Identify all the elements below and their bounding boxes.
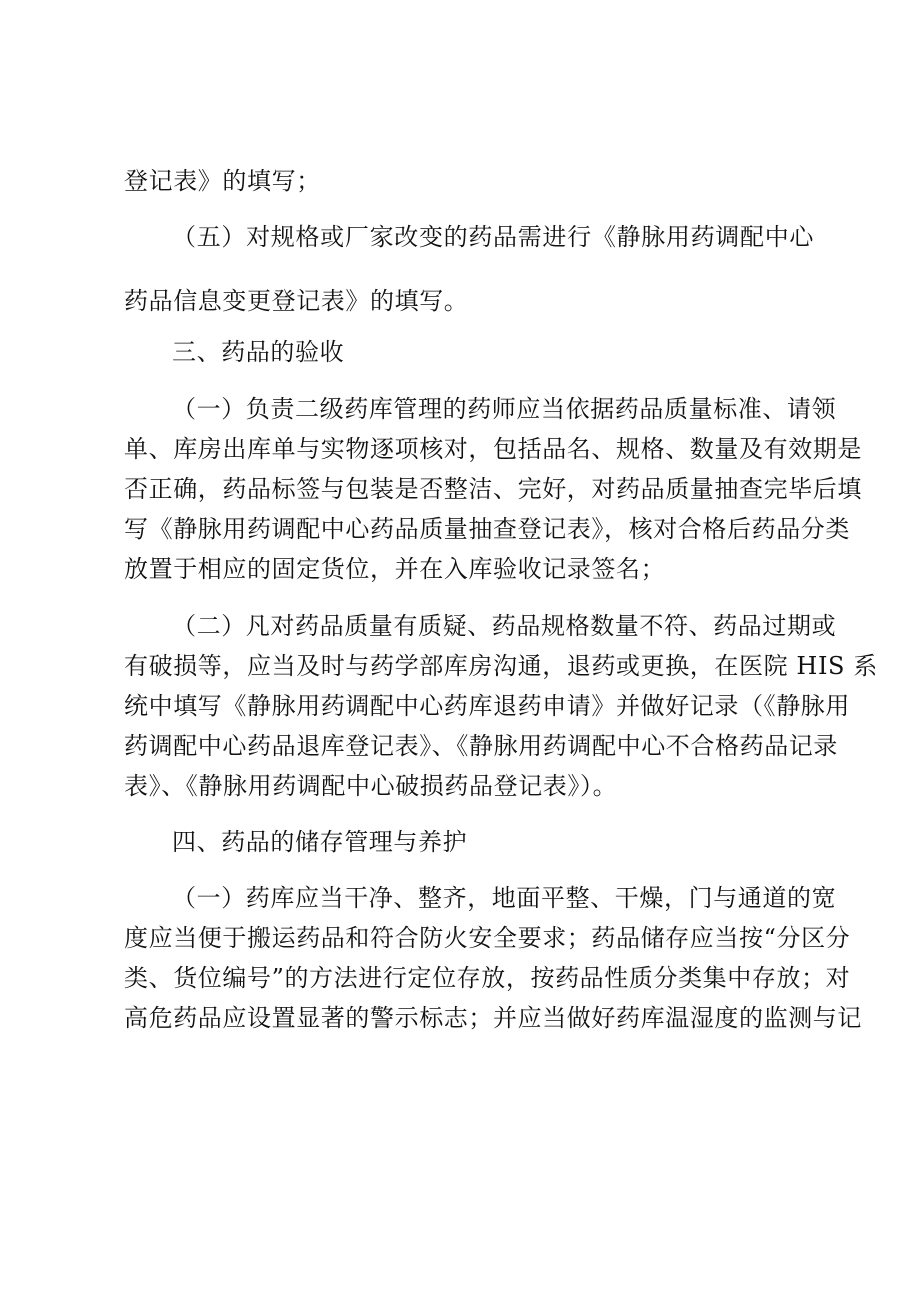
- text-line: 登记表》的填写；: [124, 167, 321, 195]
- text-line: 有破损等，应当及时与药学部库房沟通，退药或更换，在医院 HIS 系: [124, 652, 878, 680]
- text-line: 单、库房出库单与实物逐项核对，包括品名、规格、数量及有效期是: [124, 435, 862, 463]
- text-line: 药品信息变更登记表》的填写。: [124, 287, 469, 315]
- text-line: （一）负责二级药库管理的药师应当依据药品质量标准、请领: [172, 395, 837, 423]
- text-line: 统中填写《静脉用药调配中心药库退药申请》并做好记录（《静脉用: [124, 692, 850, 720]
- text-line: 写《静脉用药调配中心药品质量抽查登记表》，核对合格后药品分类: [124, 515, 850, 543]
- text-line: 类、货位编号”的方法进行定位存放，按药品性质分类集中存放；对: [124, 964, 851, 992]
- text-line: 高危药品应设置显著的警示标志；并应当做好药库温湿度的监测与记: [124, 1004, 862, 1032]
- text-line: （五）对规格或厂家改变的药品需进行《静脉用药调配中心: [172, 223, 814, 251]
- text-line: （一）药库应当干净、整齐，地面平整、干燥，门与通道的宽: [172, 884, 837, 912]
- section-heading: 四、药品的储存管理与养护: [172, 828, 468, 856]
- text-line: 药调配中心药品退库登记表》、《静脉用药调配中心不合格药品记录: [124, 732, 838, 760]
- text-line: 放置于相应的固定货位，并在入库验收记录签名；: [124, 555, 666, 583]
- text-line: 否正确，药品标签与包装是否整洁、完好，对药品质量抽查完毕后填: [124, 475, 862, 503]
- text-line: 度应当便于搬运药品和符合防火安全要求；药品储存应当按“分区分: [124, 924, 851, 952]
- section-heading: 三、药品的验收: [172, 338, 345, 366]
- text-line: 表》、《静脉用药调配中心破损药品登记表》）。: [124, 772, 618, 800]
- text-line: （二）凡对药品质量有质疑、药品规格数量不符、药品过期或: [172, 612, 837, 640]
